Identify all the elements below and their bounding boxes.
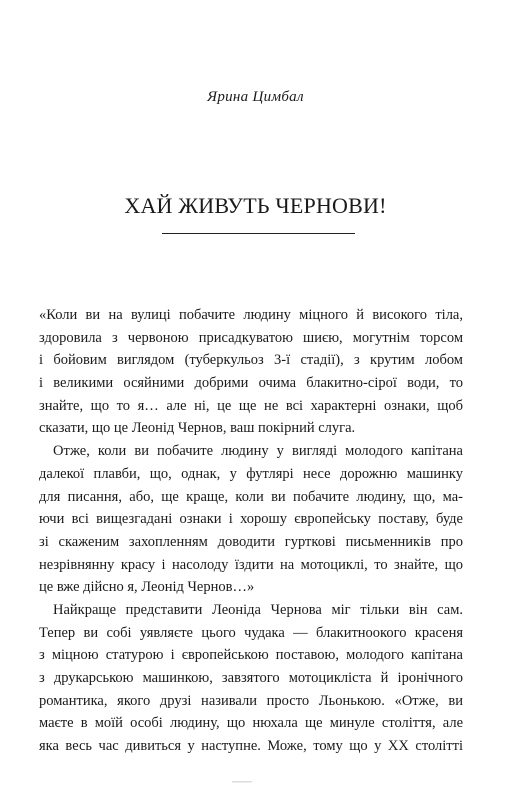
text-line: з друкарською машинкою, завзятого мотоцикліста й іронічного (39, 670, 463, 686)
text-line: зі скаженим захопленням доводити гуртковi письменників про (39, 533, 463, 550)
text-line: сказати, що це Леонід Чернов, ваш покірний слуга. (39, 420, 356, 437)
scan-mark (232, 780, 252, 784)
text-line: з міцною статурою і європейською поставою, молодого капітана (39, 647, 463, 664)
text-line: маєте в моїй особі людину, що нюхала ще минуле століття, але (39, 715, 463, 732)
body-text (39, 304, 463, 758)
text-line: Тепер ви собі уявляєте цього чудака — блакитноокого красеня (39, 624, 463, 641)
paragraph-2 (39, 440, 463, 599)
text-line: Найкраще представити Леоніда Чернова міг тільки він сам. (53, 601, 463, 618)
text-line: яка весь час дивиться у наступне. Може, тому що у XX столітті (39, 738, 463, 755)
chapter-title: ХАЙ ЖИВУТЬ ЧЕРНОВИ! (124, 193, 387, 218)
text-line: романтика, якого друзі називали просто Льонькою. «Отже, ви (39, 692, 463, 709)
text-line: здоровила з червоною присадкуватою шиєю, могутнім торсом (39, 329, 463, 346)
text-line: «Коли ви на вулиці побачите людину міцного й високого тіла, (39, 307, 463, 323)
author-name: Ярина Цимбал (207, 89, 304, 105)
text-line: це вже дійсно я, Леонід Чернов…» (39, 579, 255, 596)
text-line: і великими осяйними добрими очима блакитно-сірої води, то (39, 375, 463, 392)
text-line: знайте, що то я… але ні, це ще не всі характерні ознаки, щоб (39, 397, 463, 414)
text-line: і бойовим виглядом (туберкульоз 3-ї стадії), з крутим лобом (39, 352, 463, 369)
text-line: далекої плавби, що, однак, у футлярі несе дорожню машинку (39, 465, 463, 482)
text-line: незрівнянну красу і насолоду їздити на мотоциклі, то знайте, що (39, 556, 463, 573)
text-line: ючи всі вищезгадані ознаки і хорошу європейську поставу, буде (39, 511, 463, 528)
text-line: Отже, коли ви побачите людину у вигляді молодого капітана (53, 443, 463, 460)
title-divider (162, 233, 355, 234)
text-line: для писання, або, ще краще, коли ви побачите людину, що, ма- (39, 488, 463, 505)
paragraph-1 (39, 304, 463, 440)
paragraph-3 (39, 599, 463, 758)
